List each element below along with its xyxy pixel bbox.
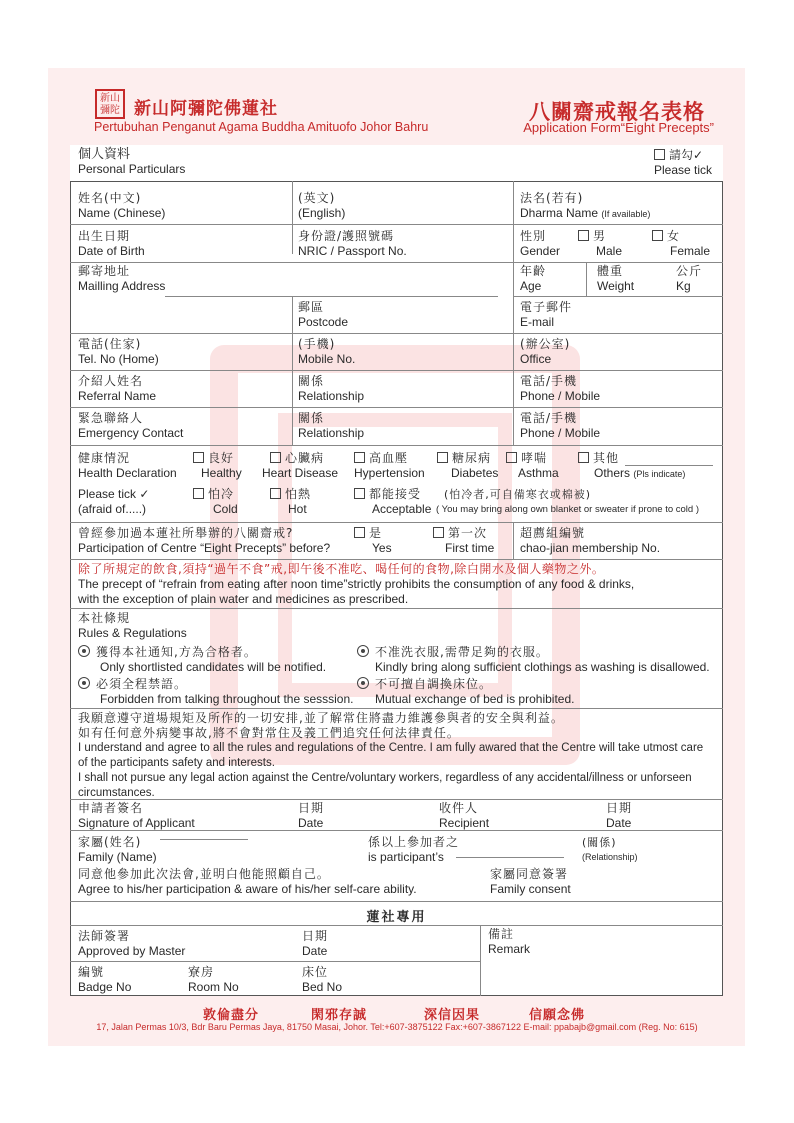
family-cn: 家屬(姓名) [78,835,142,849]
form-title-chinese: 八關齋戒報名表格 [529,99,705,124]
name-chinese-en: Name (Chinese) [78,206,166,220]
participation-yes-option[interactable] [354,526,392,556]
gender-cn: 性別 [520,229,547,243]
first-en: First time [445,541,495,555]
precept-cn: 除了所規定的飲食,須持“過午不食”戒,即午後不准吃、喝任何的食物,除白開水及個人藥物之外。 [78,562,605,576]
participant-cn: 係以上參加者之 [368,835,460,849]
phone-en: Phone / Mobile [520,426,601,440]
row-divider [70,445,723,446]
rule-cn: 必須全程禁語。 [96,677,188,691]
row-divider [70,925,723,926]
form-title-english: Application Form“Eight Precepts” [523,120,714,135]
checkbox-icon[interactable] [354,527,365,538]
tick-note [654,148,712,178]
postcode-cn: 郵區 [298,300,325,314]
dharma-name-note: (If available) [601,209,651,219]
weight-field[interactable] [597,264,634,294]
option-note: (Pls indicate) [633,469,686,479]
first-cn: 第一次 [448,526,488,540]
date-en: Date [606,816,632,830]
participant-relationship-label [368,835,459,865]
temperature-option-hot[interactable] [270,487,311,517]
precept-en-line1: The precept of “refrain from eating after noon time”strictly prohibits the consumption of any food & drinks, [78,577,635,591]
participation-question [78,526,330,556]
applicant-en: Signature of Applicant [78,816,195,830]
female-en: Female [670,244,711,258]
room-number-field[interactable] [188,965,239,995]
recipient-field[interactable] [439,801,489,831]
option-cn: 其他 [593,451,620,465]
header-band [48,68,745,146]
email-en: E-mail [520,315,555,329]
option-cn: 良好 [208,451,235,465]
logo-text: 新山彌陀 [100,93,120,116]
declaration-en-line1: I understand and agree to all the rules and regulations of the Centre. I am fully awared that the Centre will take utmost care [78,742,704,754]
row-divider [70,559,723,560]
name-english-field[interactable] [298,191,345,221]
declaration-cn-line2: 如有任何意外病變事故,將不會對常住及義工們追究任何法律責任。 [78,726,460,740]
weight-en: Weight [597,279,635,293]
dharma-name-field[interactable] [520,191,650,222]
declaration-text [78,711,721,801]
family-agreement [78,867,417,897]
col-divider [292,181,293,254]
chao-en: chao-jian membership No. [520,541,661,555]
checkbox-icon [654,149,665,160]
col-divider [586,262,587,296]
tick-note-en: Please tick [654,163,713,177]
relationship-en: Relationship [298,426,365,440]
option-cn: 糖尿病 [452,451,492,465]
bullet-icon [78,645,90,657]
footer-motto: 深信因果 [424,1008,481,1023]
organization-name-chinese: 新山阿彌陀佛蓮社 [134,99,278,119]
applicant-cn: 申請者簽名 [78,801,144,815]
gender-label [520,229,560,259]
acceptable-cn: 都能接受 [369,487,422,501]
recipient-cn: 收件人 [439,801,479,815]
rules-title-cn: 本社條規 [78,611,131,625]
row-divider [70,961,480,962]
remark-cn: 備註 [488,927,515,941]
relationship-line [456,857,564,858]
col-divider [513,181,514,445]
rule-item [78,645,326,675]
option-en: Diabetes [451,466,499,480]
address-en: Mailling Address [78,279,166,293]
footer-motto: 敦倫盡分 [203,1008,260,1023]
health-option-heart[interactable] [262,451,339,481]
afraid-en: (afraid of.....) [78,502,147,516]
option-cn: 高血壓 [369,451,409,465]
agree-cn: 同意他參加此次法會,並明白他能照顧自己。 [78,867,330,881]
declaration-en-line3: I shall not pursue any legal action against the Centre/voluntary workers, regardless of any accidental/illness or unforseen [78,772,692,784]
applicant-date-field[interactable] [298,801,324,831]
rule-cn: 不准洗衣服,需帶足夠的衣服。 [375,645,549,659]
emergency-phone-field[interactable] [520,411,600,441]
referral-phone-field[interactable] [520,374,600,404]
phone-cn: 電話/手機 [520,411,578,425]
referral-cn: 介紹人姓名 [78,374,144,388]
row-divider [513,296,723,297]
health-option-asthma[interactable] [506,451,559,481]
emergency-en: Emergency Contact [78,426,184,440]
rule-item [78,677,353,707]
relation-en: (Relationship) [582,852,638,862]
relationship-en: Relationship [298,389,365,403]
declaration-en-line4: circumstances. [78,787,155,799]
nric-field[interactable] [298,229,407,259]
remark-field[interactable] [488,927,530,957]
chao-jian-number-field[interactable] [520,526,660,556]
tel-home-en: Tel. No (Home) [78,352,159,366]
family-en: Family (Name) [78,850,157,864]
consent-cn: 家屬同意簽署 [490,867,569,881]
col-divider [292,296,293,445]
others-line [625,465,713,466]
footer-motto: 閑邪存誠 [311,1008,368,1023]
option-en: Asthma [518,466,559,480]
name-chinese-cn: 姓名(中文) [78,191,142,205]
dharma-name-en: Dharma Name [520,206,599,220]
postcode-en: Postcode [298,315,349,329]
name-english-cn: (英文) [298,191,336,205]
family-name-field[interactable] [78,835,157,865]
bullet-icon [357,645,369,657]
date-cn: 日期 [298,801,325,815]
relation-cn: (關係) [582,836,617,849]
rules-title [78,611,187,641]
emergency-contact-field[interactable] [78,411,183,441]
gender-en: Gender [520,244,561,258]
health-en: Health Declaration [78,466,177,480]
referral-en: Referral Name [78,389,157,403]
master-approval-field[interactable] [78,929,185,959]
phone-en: Phone / Mobile [520,389,601,403]
rule-en: Only shortlisted candidates will be notified. [100,660,327,674]
participation-en: Participation of Centre “Eight Precepts” before? [78,541,331,555]
bullet-icon [357,677,369,689]
option-en: Heart Disease [262,466,339,480]
row-divider [70,370,723,371]
yes-en: Yes [372,541,392,555]
dob-en: Date of Birth [78,244,145,258]
bullet-icon [78,677,90,689]
precept-en-line2: with the exception of plain water and medicines as prescribed. [78,592,409,606]
precept-notice [78,562,718,607]
rule-item [357,677,574,707]
nric-en: NRIC / Passport No. [298,244,407,258]
col-divider [480,925,481,996]
section-title-en: Personal Particulars [78,162,186,176]
name-english-en: (English) [298,206,346,220]
tel-home-cn: 電話(住家) [78,337,142,351]
address-cn: 郵寄地址 [78,264,131,278]
footer-address: 17, Jalan Permas 10/3, Bdr Baru Permas Jaya, 81750 Masai, Johor. Tel:+607-3875122 Fax:+607-3867122 E-mail: ppabajb@gmail.com (Reg. No: 615) [96,1022,698,1032]
recipient-en: Recipient [439,816,490,830]
dharma-name-cn: 法名(若有) [520,191,584,205]
checkbox-icon[interactable] [433,527,444,538]
emergency-relationship-field[interactable] [298,411,364,441]
weight-cn: 體重 [597,264,624,278]
cold-en: Cold [213,502,238,516]
acceptable-en: Acceptable [372,502,432,516]
gender-female-option[interactable] [652,229,710,259]
temperature-option-acceptable[interactable] [354,487,431,517]
health-option-healthy[interactable] [193,451,242,481]
date-of-birth-field[interactable] [78,229,145,259]
relationship-field[interactable] [582,835,638,865]
option-en: Others [594,466,631,480]
male-en: Male [596,244,623,258]
mobile-en: Mobile No. [298,352,356,366]
age-cn: 年齡 [520,264,547,278]
office-use-title: 蓮社專用 [366,910,427,925]
checkbox-icon[interactable] [270,452,281,463]
agree-en: Agree to his/her participation & aware of his/her self-care ability. [78,882,417,896]
row-divider [70,522,723,523]
age-en: Age [520,279,542,293]
room-en: Room No [188,980,239,994]
consent-en: Family consent [490,882,571,896]
recipient-date-field[interactable] [606,801,632,831]
badge-cn: 編號 [78,965,105,979]
checkbox-icon[interactable] [193,488,204,499]
room-cn: 寮房 [188,965,215,979]
phone-cn: 電話/手機 [520,374,578,388]
relationship-cn: 關係 [298,374,325,388]
chao-cn: 超薦組編號 [520,526,586,540]
participation-first-time-option[interactable] [433,526,494,556]
male-cn: 男 [593,229,607,243]
checkbox-icon[interactable] [354,488,365,499]
checkbox-icon[interactable] [354,452,365,463]
hot-en: Hot [288,502,307,516]
email-field[interactable] [520,300,572,330]
date-cn: 日期 [606,801,633,815]
email-cn: 電子郵件 [520,300,573,314]
referral-relationship-field[interactable] [298,374,364,404]
female-cn: 女 [667,229,681,243]
rules-title-en: Rules & Regulations [78,626,187,640]
row-divider [70,708,723,709]
badge-number-field[interactable] [78,965,131,995]
bed-number-field[interactable] [302,965,342,995]
family-name-line [160,839,248,840]
badge-en: Badge No [78,980,132,994]
office-cn: (辦公室) [520,337,571,351]
referral-name-field[interactable] [78,374,156,404]
hot-cn: 怕熱 [285,487,312,501]
rule-cn: 獲得本社通知,方為合格者。 [96,645,257,659]
health-option-others[interactable] [578,451,685,482]
option-cn: 心臟病 [285,451,325,465]
temperature-option-cold[interactable] [193,487,238,517]
option-cn: 哮喘 [521,451,548,465]
applicant-signature-field[interactable] [78,801,195,831]
row-divider [70,333,723,334]
gender-male-option[interactable] [578,229,622,259]
date-en: Date [298,816,324,830]
section-title-cn: 個人資料 [78,147,131,162]
blanket-note [436,487,699,517]
tel-home-field[interactable] [78,337,159,367]
col-divider [513,522,514,559]
address-line [165,296,498,297]
mobile-field[interactable] [298,337,355,367]
health-label [78,451,177,481]
temperature-label [78,487,149,517]
checkbox-icon[interactable] [578,230,589,241]
health-cn: 健康情況 [78,451,131,465]
option-en: Healthy [201,466,242,480]
yes-cn: 是 [369,526,383,540]
rule-en: Forbidden from talking throughout the sesssion. [100,692,354,706]
declaration-cn-line1: 我願意遵守道場規矩及所作的一切安排,並了解常住將盡力維護參與者的安全與利益。 [78,711,564,725]
nric-cn: 身份證/護照號碼 [298,229,395,243]
section-title [78,147,185,177]
organization-logo-seal [95,89,125,119]
option-en: Hypertension [354,466,425,480]
postcode-field[interactable] [298,300,348,330]
health-option-diabetes[interactable] [437,451,498,481]
weight-unit [676,264,702,294]
row-divider [70,407,723,408]
date-cn: 日期 [302,929,329,943]
cold-cn: 怕冷 [208,487,235,501]
row-divider [70,224,723,225]
age-field[interactable] [520,264,546,294]
tick-note-cn: 請勾✓ [669,148,704,162]
checkbox-icon[interactable] [437,452,448,463]
remark-en: Remark [488,942,531,956]
relationship-cn: 關係 [298,411,325,425]
bed-cn: 床位 [302,965,329,979]
emergency-cn: 緊急聯絡人 [78,411,144,425]
kg-en: Kg [676,279,691,293]
rule-en: Mutual exchange of bed is prohibited. [375,692,575,706]
bed-en: Bed No [302,980,343,994]
mobile-cn: (手機) [298,337,336,351]
dob-cn: 出生日期 [78,229,131,243]
office-field[interactable] [520,337,570,367]
organization-name-english: Pertubuhan Penganut Agama Buddha Amituofo Johor Bahru [94,120,429,134]
participation-cn: 曾經參加過本蓮社所舉辦的八關齋戒? [78,526,294,540]
date-en: Date [302,944,328,958]
rule-cn: 不可擅自調換床位。 [375,677,493,691]
checkbox-icon[interactable] [270,488,281,499]
declaration-en-line2: of the participants safety and interests. [78,757,275,769]
kg-cn: 公斤 [676,264,703,278]
checkbox-icon[interactable] [506,452,517,463]
checkbox-icon[interactable] [578,452,589,463]
blanket-cn: (怕冷者,可自備寒衣或棉被) [444,488,592,501]
row-divider [70,901,723,902]
tick-en: Please tick ✓ [78,487,150,501]
health-option-hypertension[interactable] [354,451,425,481]
rule-en: Kindly bring along sufficient clothings as washing is disallowed. [375,660,710,674]
master-en: Approved by Master [78,944,186,958]
rule-item [357,645,710,675]
family-consent-field[interactable] [490,867,571,897]
office-en: Office [520,352,552,366]
office-date-field[interactable] [302,929,328,959]
row-divider [70,608,723,609]
row-divider [70,262,723,263]
mailing-address-field[interactable] [78,264,165,294]
checkbox-icon[interactable] [193,452,204,463]
blanket-en: ( You may bring along own blanket or sweater if prone to cold ) [436,504,699,515]
participant-en: is participant’s [368,850,444,864]
name-chinese-field[interactable] [78,191,165,221]
master-cn: 法師簽署 [78,929,131,943]
footer-motto: 信願念佛 [529,1008,586,1023]
checkbox-icon[interactable] [652,230,663,241]
